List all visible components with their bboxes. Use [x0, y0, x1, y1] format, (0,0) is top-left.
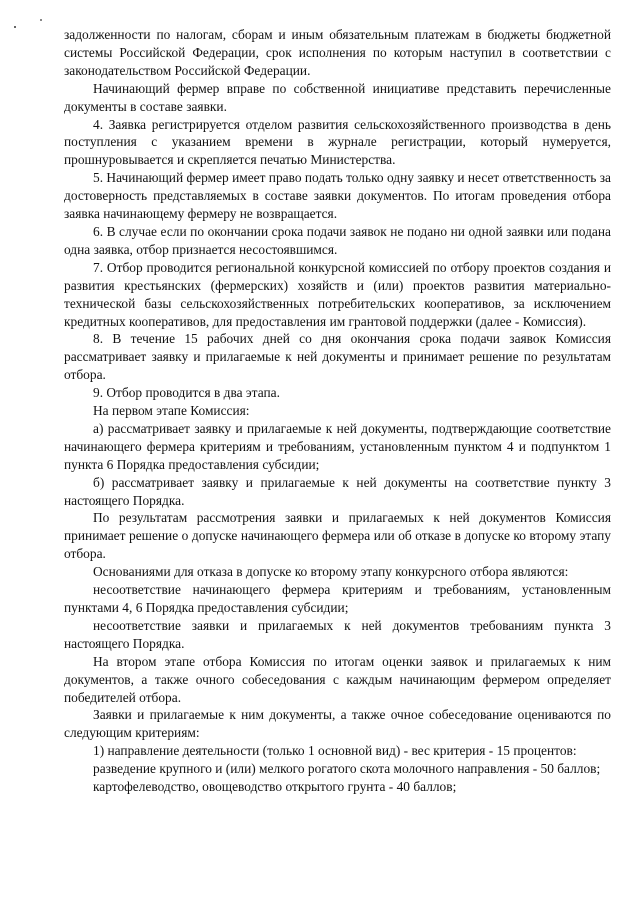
paragraph: На втором этапе отбора Комиссия по итогам оценки заявок и прилагаемых к ним документов, а также очного собеседования с каждым начинающим фермером определяет победителей отбора.: [64, 653, 611, 705]
scan-mark: [40, 19, 42, 21]
paragraph: несоответствие начинающего фермера критериям и требованиям, установленным пунктами 4, 6 Порядка предоставления субсидии;: [64, 582, 611, 615]
paragraph: а) рассматривает заявку и прилагаемые к ней документы, подтверждающие соответствие начинающего фермера критериям и требованиям, установленным пунктом 4 и подпунктом 1 пункта 6 Порядка предоставления субсидии;: [64, 420, 611, 472]
paragraph: несоответствие заявки и прилагаемых к ней документов требованиям пункта 3 настоящего Порядка.: [64, 617, 611, 651]
paragraph: б) рассматривает заявку и прилагаемые к ней документы на соответствие пункту 3 настоящего Порядка.: [64, 474, 611, 508]
paragraph: задолженности по налогам, сборам и иным обязательным платежам в бюджеты бюджетной системы Российской Федерации, срок исполнения по которым наступил в соответствии с законодательством Российской Федерации.: [64, 27, 611, 78]
scan-mark: [14, 26, 16, 28]
paragraph: картофелеводство, овощеводство открытого грунта - 40 баллов;: [93, 779, 457, 795]
paragraph: 5. Начинающий фермер имеет право подать только одну заявку и несет ответственность за достоверность представляемых в составе заявки документов. По итогам проведения отбора заявка начинающему фермеру не возвращается.: [64, 170, 611, 222]
paragraph: разведение крупного и (или) мелкого рогатого скота молочного направления - 50 баллов;: [93, 761, 601, 777]
paragraph: По результатам рассмотрения заявки и прилагаемых к ней документов Комиссия принимает решение о допуске начинающего фермера или об отказе в допуске ко второму этапу отбора.: [64, 510, 611, 562]
paragraph: 6. В случае если по окончании срока подачи заявок не подано ни одной заявки или подана одна заявка, отбор признается несостоявшимся.: [64, 223, 611, 257]
paragraph: На первом этапе Комиссия:: [93, 403, 250, 419]
paragraph: 9. Отбор проводится в два этапа.: [93, 385, 280, 401]
paragraph: 1) направление деятельности (только 1 основной вид) - вес критерия - 15 процентов:: [93, 743, 577, 759]
paragraph: 8. В течение 15 рабочих дней со дня окончания срока подачи заявок Комиссия рассматривает заявку и прилагаемые к ней документы и принимает решение по результатам отбора.: [64, 331, 611, 383]
paragraph: Начинающий фермер вправе по собственной инициативе представить перечисленные документы в составе заявки.: [64, 80, 611, 114]
paragraph: Основаниями для отказа в допуске ко второму этапу конкурсного отбора являются:: [93, 564, 569, 580]
document-page: [64, 26, 611, 796]
paragraph: 7. Отбор проводится региональной конкурсной комиссией по отбору проектов создания и развития крестьянских (фермерских) хозяйств и (или) проектов развития материально-технической базы сельскохозяйственных потребительских кооперативов, за исключением кредитных кооперативов, для предоставления им грантовой поддержки (далее - Комиссия).: [64, 259, 611, 329]
paragraph: 4. Заявка регистрируется отделом развития сельскохозяйственного производства в день поступления с указанием времени в журнале регистрации, который нумеруется, прошнуровывается и скрепляется печатью Министерства.: [64, 116, 611, 168]
paragraph: Заявки и прилагаемые к ним документы, а также очное собеседование оцениваются по следующим критериям:: [64, 707, 611, 741]
